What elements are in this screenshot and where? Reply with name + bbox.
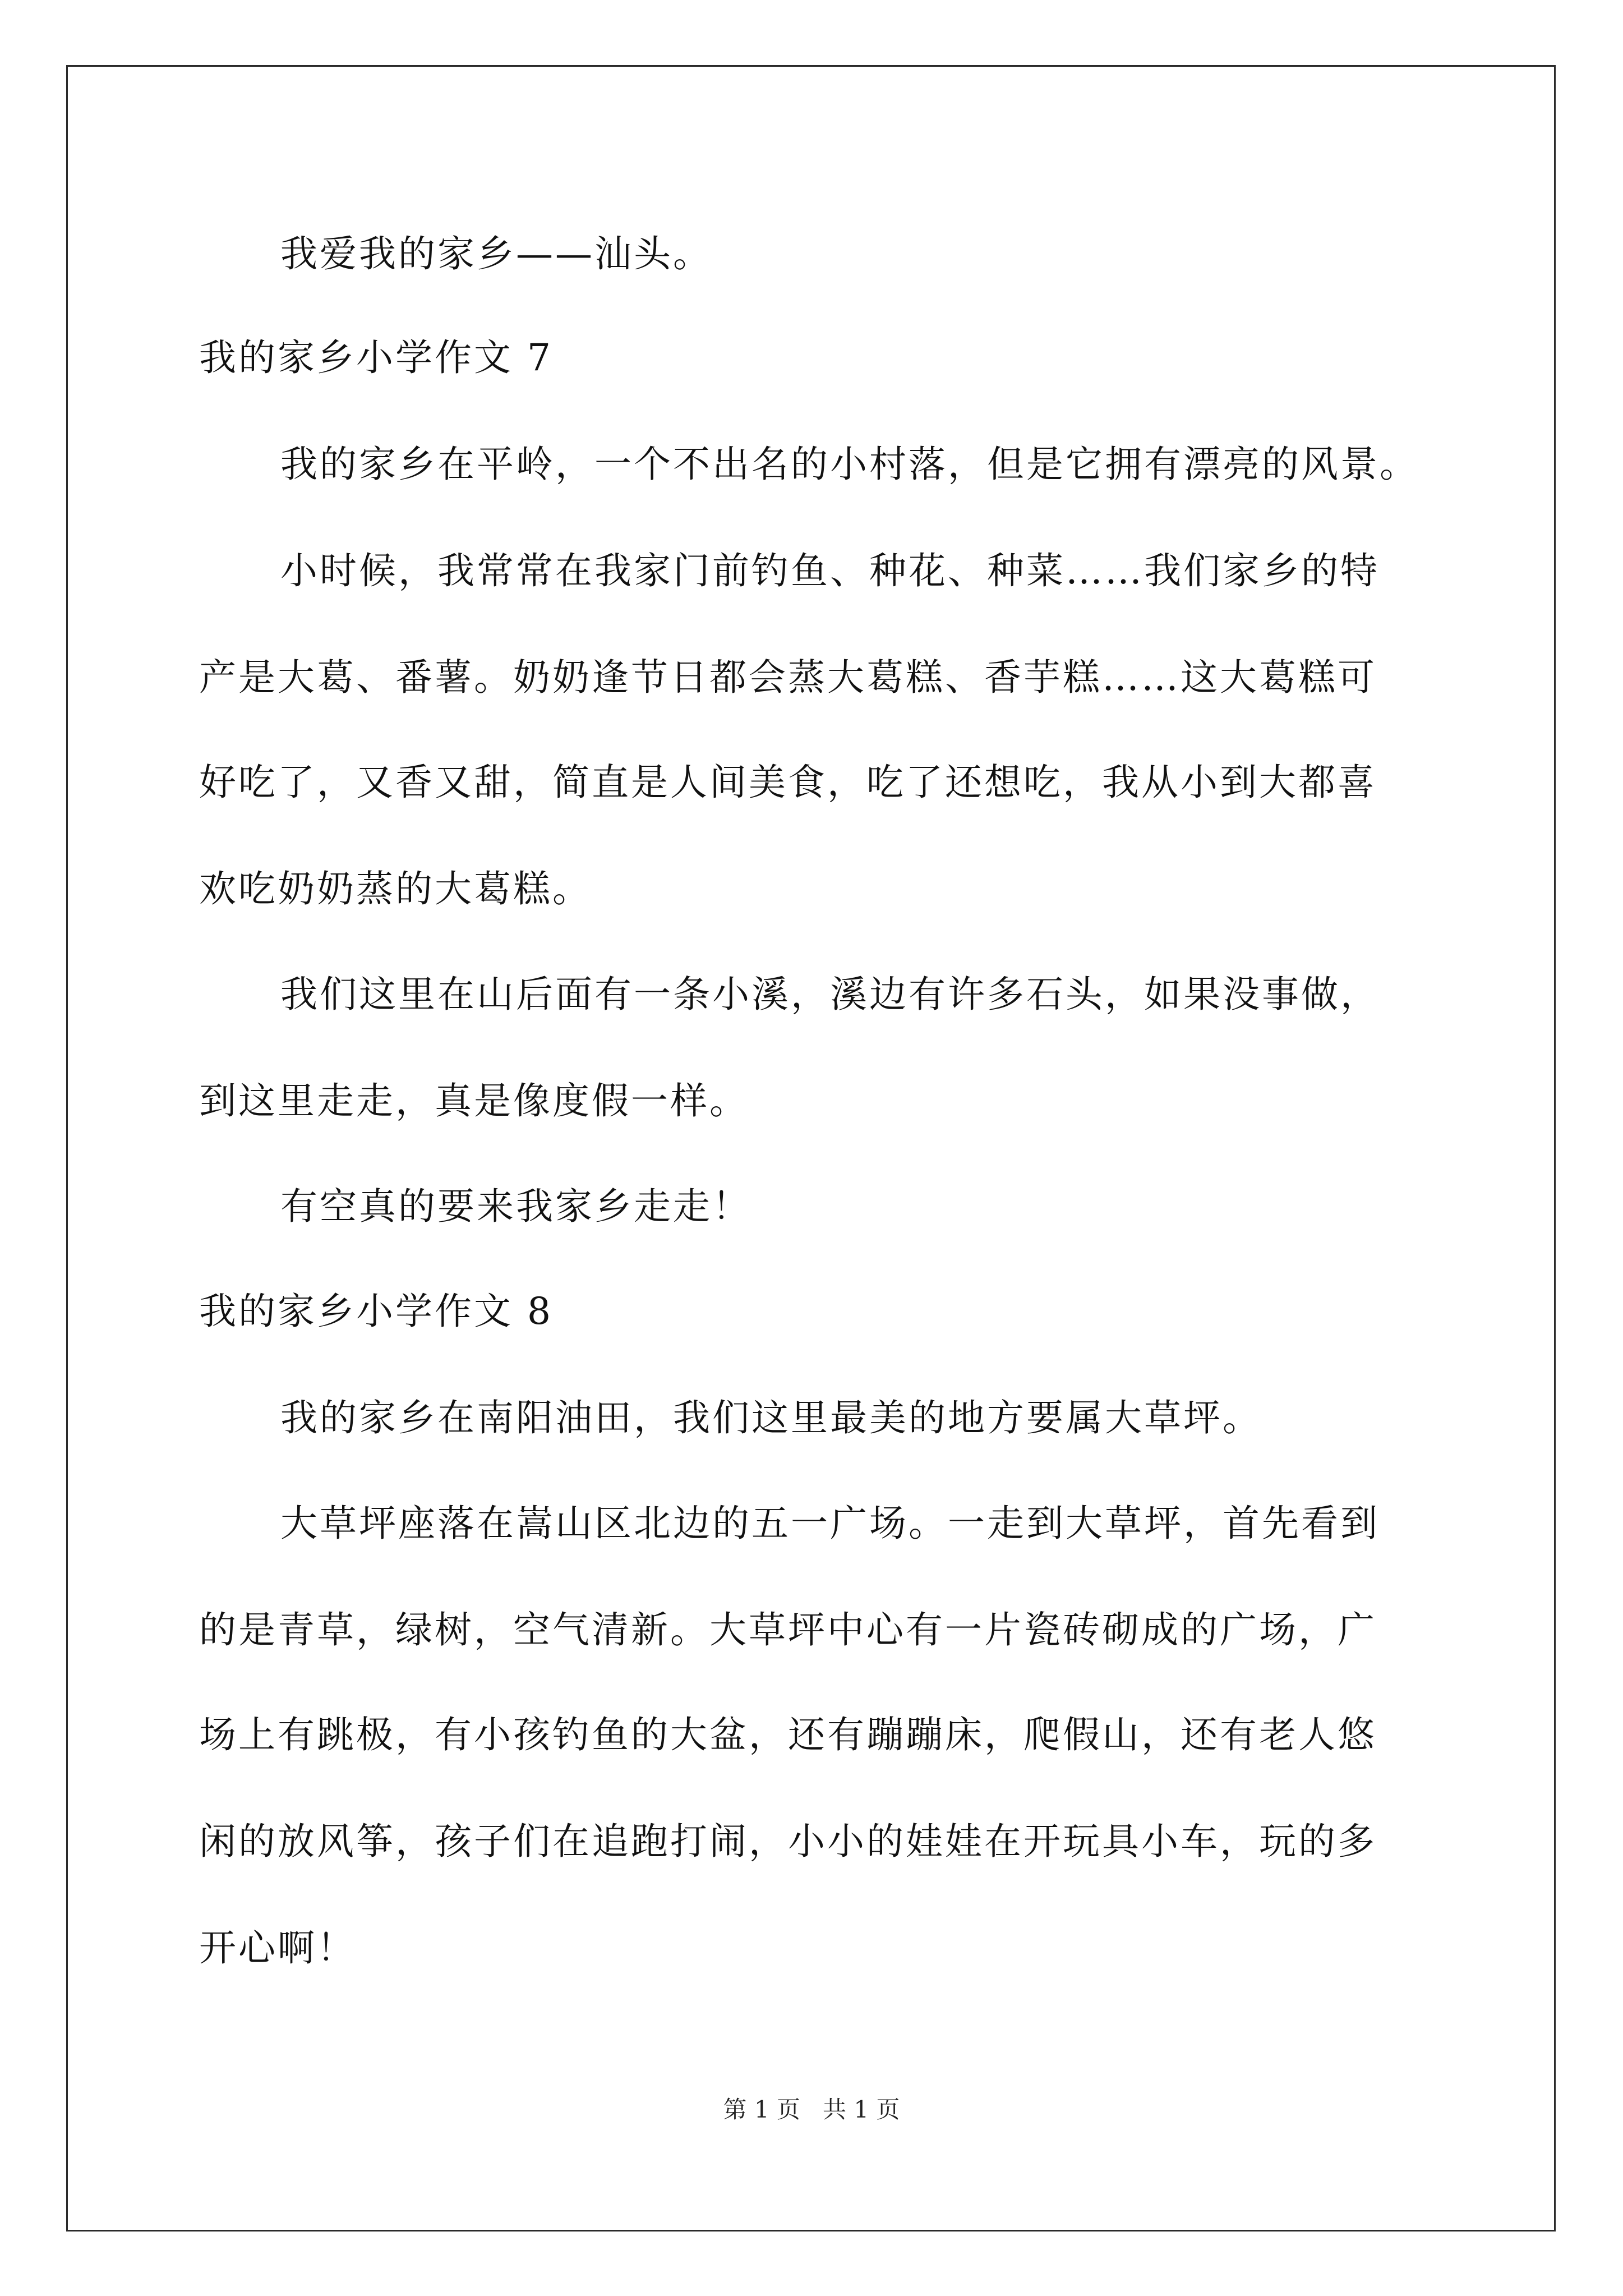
paragraph-line: 好吃了，又香又甜，简直是人间美食，吃了还想吃，我从小到大都喜 <box>199 761 1377 804</box>
paragraph-line: 开心啊！ <box>199 1926 356 1970</box>
paragraph-line: 欢吃奶奶蒸的大葛糕。 <box>199 867 592 910</box>
paragraph-line: 大草坪座落在嵩山区北边的五一广场。一走到大草坪，首先看到 <box>280 1502 1380 1545</box>
paragraph-line: 小时候，我常常在我家门前钓鱼、种花、种菜……我们家乡的特 <box>280 549 1380 592</box>
paragraph-line: 到这里走走，真是像度假一样。 <box>199 1079 749 1122</box>
paragraph-line: 我爱我的家乡——汕头。 <box>280 232 712 275</box>
paragraph-line: 场上有跳极，有小孩钓鱼的大盆，还有蹦蹦床，爬假山，还有老人悠 <box>199 1713 1377 1756</box>
page-number-footer: 第 1 页 共 1 页 <box>723 2096 900 2123</box>
paragraph-line: 有空真的要来我家乡走走！ <box>280 1185 751 1228</box>
section-heading-7: 我的家乡小学作文 7 <box>199 336 553 379</box>
paragraph-line: 我的家乡在平岭，一个不出名的小村落，但是它拥有漂亮的风景。 <box>280 443 1419 486</box>
paragraph-line: 我的家乡在南阳油田，我们这里最美的地方要属大草坪。 <box>280 1396 1262 1439</box>
section-heading-8: 我的家乡小学作文 8 <box>199 1290 553 1333</box>
paragraph-line: 产是大葛、番薯。奶奶逢节日都会蒸大葛糕、香芋糕……这大葛糕可 <box>199 656 1377 699</box>
page-border <box>66 65 1556 2231</box>
paragraph-line: 闲的放风筝，孩子们在追跑打闹，小小的娃娃在开玩具小车，玩的多 <box>199 1820 1377 1863</box>
paragraph-line: 我们这里在山后面有一条小溪，溪边有许多石头，如果没事做， <box>280 973 1380 1016</box>
paragraph-line: 的是青草，绿树，空气清新。大草坪中心有一片瓷砖砌成的广场，广 <box>199 1608 1377 1651</box>
